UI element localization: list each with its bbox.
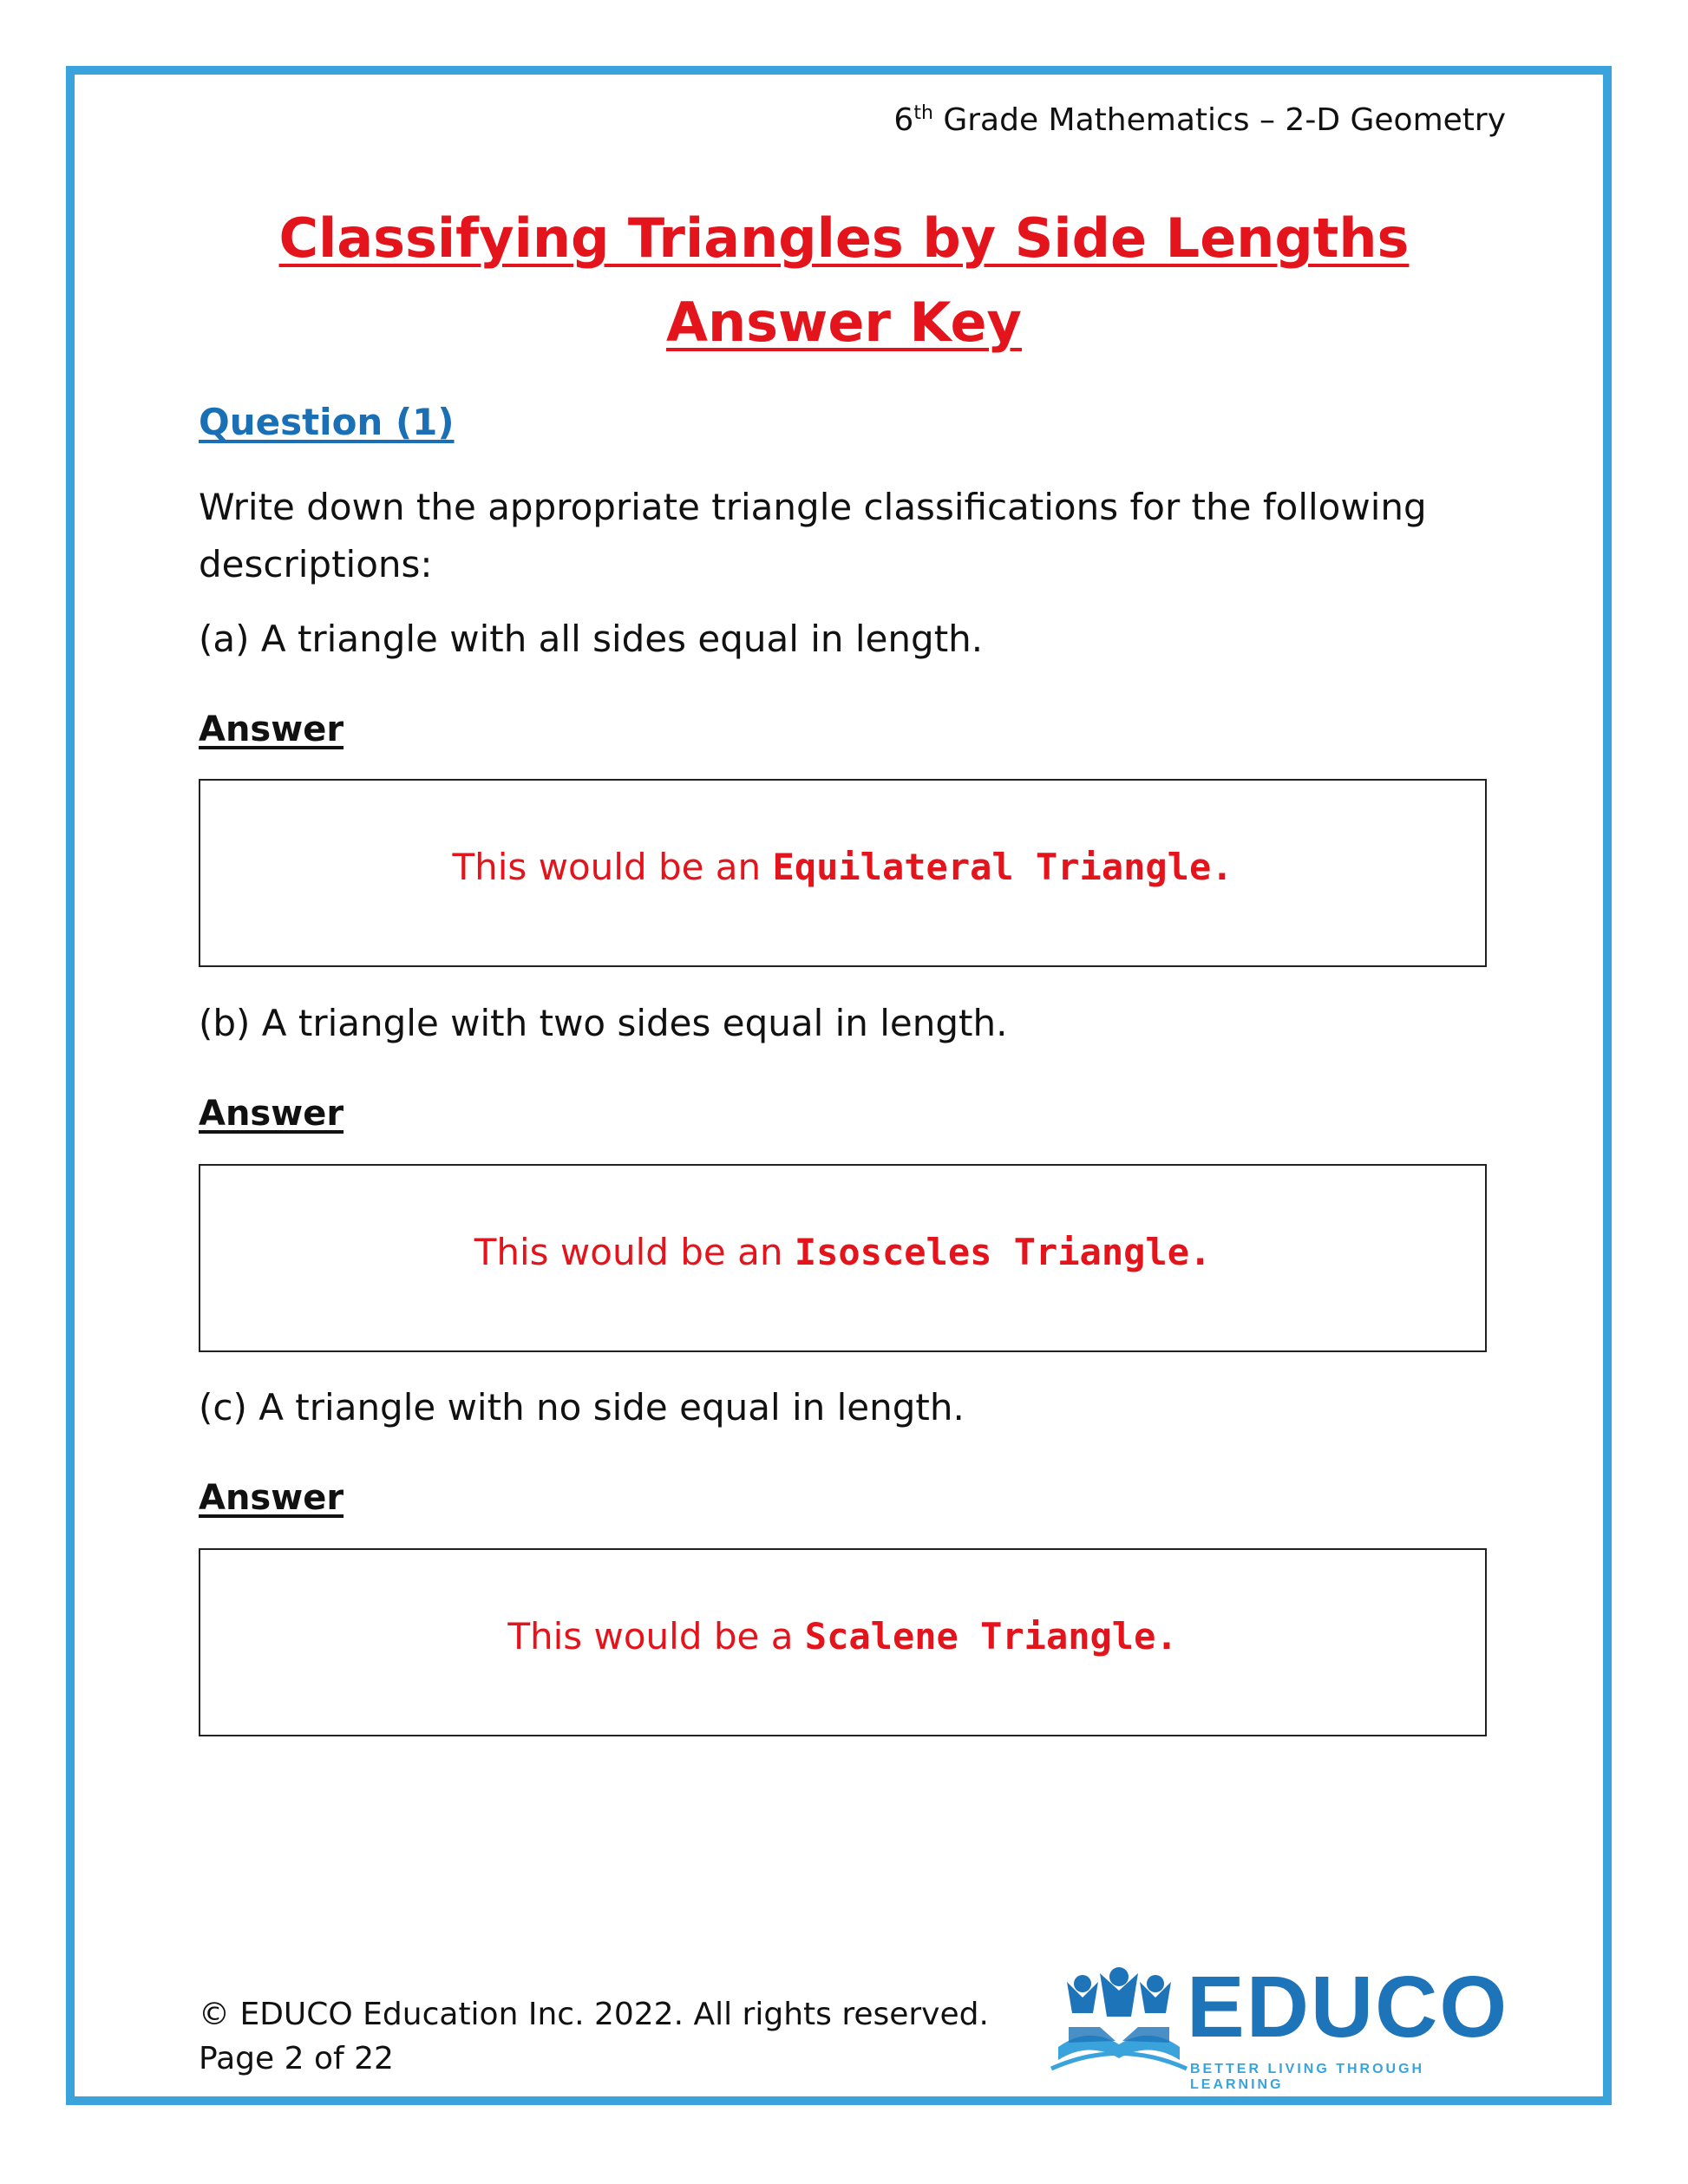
page-header <box>893 102 1506 138</box>
answer-term: Equilateral Triangle. <box>772 846 1233 888</box>
header-text: Grade Mathematics – 2-D Geometry <box>932 102 1506 138</box>
answer-prefix: This would be a <box>507 1615 805 1658</box>
item-a-answer-box <box>199 779 1487 967</box>
educo-logo <box>1050 1958 1509 2092</box>
page-frame <box>66 66 1612 2105</box>
logo-wordmark: EDUCO <box>1187 1958 1509 2056</box>
question-heading: Question (1) <box>199 401 455 443</box>
people-reading-book-icon <box>1050 1965 1188 2086</box>
answer-term: Scalene Triangle. <box>804 1615 1178 1658</box>
item-b-answer-label: Answer <box>199 1094 344 1134</box>
answer-prefix: This would be an <box>452 846 773 888</box>
item-b-prompt: (b) A triangle with two sides equal in length. <box>199 1002 1008 1044</box>
item-c-answer-label: Answer <box>199 1478 344 1518</box>
item-b-answer <box>474 1231 1212 1273</box>
item-b-answer-box <box>199 1164 1487 1352</box>
item-a-answer-label: Answer <box>199 709 344 749</box>
answer-term: Isosceles Triangle. <box>794 1231 1212 1273</box>
grade-suffix: th <box>913 102 933 124</box>
item-a-answer <box>452 846 1233 888</box>
item-a-prompt: (a) A triangle with all sides equal in length. <box>199 618 984 660</box>
logo-tagline: BETTER LIVING THROUGH LEARNING <box>1190 2062 1425 2092</box>
item-c-answer <box>507 1615 1177 1658</box>
page-subtitle: Answer Key <box>666 291 1022 354</box>
item-c-answer-box <box>199 1548 1487 1736</box>
item-c-prompt: (c) A triangle with no side equal in length. <box>199 1386 965 1429</box>
question-instruction: Write down the appropriate triangle classifications for the following descriptions: <box>199 486 1427 585</box>
footer-copyright: © EDUCO Education Inc. 2022. All rights reserved. <box>199 1997 989 2032</box>
footer-page-number: Page 2 of 22 <box>199 2041 394 2076</box>
page-title: Classifying Triangles by Side Lengths <box>278 206 1410 270</box>
answer-prefix: This would be an <box>474 1231 795 1273</box>
grade-number: 6 <box>893 102 914 138</box>
